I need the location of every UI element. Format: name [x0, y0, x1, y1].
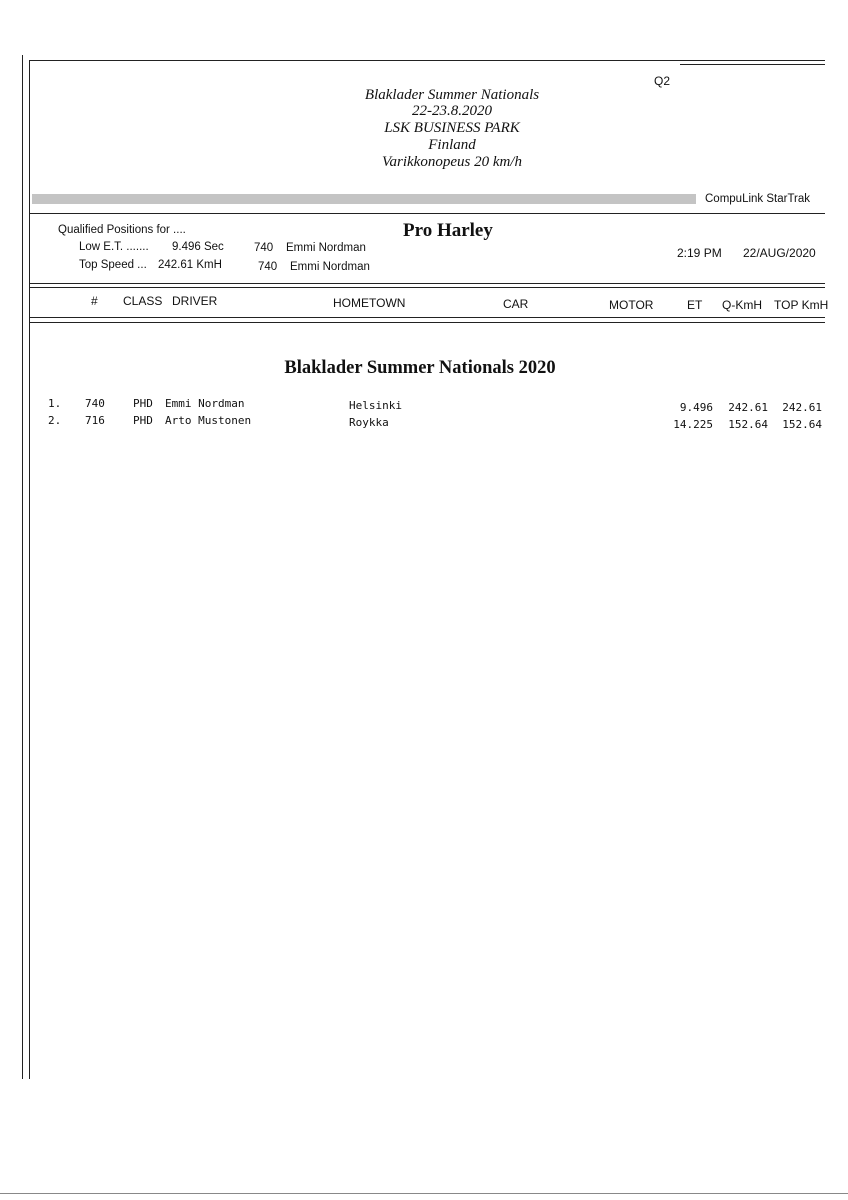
- row-topkmh: 242.61: [782, 401, 822, 414]
- header-divider: [29, 213, 825, 214]
- col-et: ET: [687, 298, 703, 312]
- col-motor: MOTOR: [609, 298, 654, 312]
- qualified-label: Qualified Positions for ....: [58, 224, 186, 236]
- class-title: Pro Harley: [403, 220, 493, 241]
- bottom-page-line: [0, 1193, 848, 1194]
- row-class: PHD: [133, 397, 153, 410]
- event-line-4: Finland: [428, 137, 476, 153]
- col-car: CAR: [503, 297, 529, 311]
- columns-top-line-2: [29, 287, 825, 288]
- columns-top-line-1: [29, 283, 825, 284]
- left-border-outer: [22, 55, 23, 1079]
- row-hometown: Helsinki: [349, 399, 402, 412]
- results-title: Blaklader Summer Nationals 2020: [284, 358, 556, 378]
- col-class: CLASS: [123, 294, 163, 308]
- low-et-driver: Emmi Nordman: [286, 242, 366, 254]
- top-border: [29, 60, 825, 61]
- system-label: CompuLink StarTrak: [705, 193, 811, 205]
- session-code: Q2: [654, 74, 671, 88]
- top-speed-label: Top Speed ...: [79, 259, 147, 271]
- row-car-number: 716: [85, 414, 105, 427]
- row-qkmh: 152.64: [728, 418, 768, 431]
- top-border-2: [680, 64, 825, 65]
- col-qkmh: Q-KmH: [722, 298, 762, 312]
- col-num: #: [91, 294, 98, 308]
- row-et: 9.496: [679, 401, 713, 414]
- row-position: 2.: [48, 414, 62, 427]
- dotted-band: [32, 194, 696, 204]
- col-topkmh: TOP KmH: [774, 298, 829, 312]
- row-class: PHD: [133, 414, 153, 427]
- report-date: 22/AUG/2020: [743, 246, 816, 260]
- row-position: 1.: [48, 397, 62, 410]
- row-hometown: Roykka: [349, 416, 389, 429]
- report-time: 2:19 PM: [677, 246, 722, 260]
- event-line-3: LSK BUSINESS PARK: [384, 120, 520, 136]
- event-line-5: Varikkonopeus 20 km/h: [382, 154, 522, 170]
- top-speed-car: 740: [258, 261, 278, 273]
- col-driver: DRIVER: [172, 294, 218, 308]
- low-et-label: Low E.T. .......: [79, 241, 149, 253]
- event-line-2: 22-23.8.2020: [412, 103, 492, 119]
- columns-bottom-line-2: [29, 322, 825, 323]
- row-qkmh: 242.61: [728, 401, 768, 414]
- top-speed-value: 242.61 KmH: [158, 259, 222, 271]
- low-et-car: 740: [254, 242, 274, 254]
- row-topkmh: 152.64: [782, 418, 822, 431]
- row-driver: Arto Mustonen: [165, 414, 252, 427]
- row-car-number: 740: [85, 397, 105, 410]
- event-line-1: Blaklader Summer Nationals: [364, 87, 540, 103]
- col-hometown: HOMETOWN: [333, 296, 406, 310]
- columns-bottom-line-1: [29, 317, 825, 318]
- row-driver: Emmi Nordman: [165, 397, 245, 410]
- top-speed-driver: Emmi Nordman: [290, 261, 370, 273]
- row-et: 14.225: [673, 418, 713, 431]
- low-et-value: 9.496 Sec: [172, 241, 224, 253]
